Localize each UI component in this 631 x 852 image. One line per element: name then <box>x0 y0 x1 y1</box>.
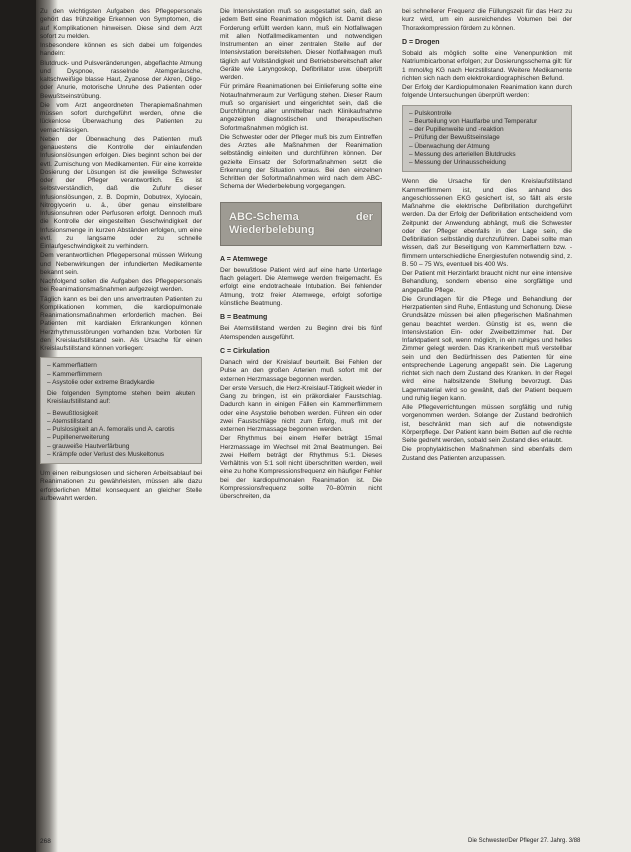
paragraph: Blutdruck- und Pulsveränderungen, abgeflachte Atmung und Dyspnoe, rasselnde Atemgeräusche, kaltschweißige blasse Haut, Zyanose der Akren, Oligo- oder Anurie, motorische Unruhe des Patienten oder Bewußtseinstrübung. <box>40 59 202 100</box>
list-item: – Atemstillstand <box>47 418 195 426</box>
paragraph: Neben der Überwachung des Patienten muß genauestens die Kontrolle der einlaufenden Infusionslösungen erfolgen. Dies beginnt schon bei der evtl. Zumischung von Medikamenten. Für eine korrekte Dosierung der Lösungen ist die jeweilige Schwester oder der Pfleger verantwortlich. Es ist selbstverständlich, daß die Zufuhr dieser Infusionslösungen, z. B. Dopmin, Dobutrex, Xylocain, Nitroglycerin u. ä., über genau einstellbare Infusionsuhren oder Perfusoren erfolgt. Dennoch muß die Kontrolle der eingestellten Geschwindigkeit der Infusionsmenge in kurzen Abständen erfolgen, um eine evtl. zu langsame oder zu schnelle Einlaufgeschwindigkeit zu verhindern. <box>40 135 202 250</box>
paragraph: Sobald als möglich sollte eine Venenpunktion mit Natriumbicarbonat erfolgen; zur Dosierungsschema gilt: für 1 mmol/kg KG nach Herzstillstand. Weitere Medikamente richten sich nach dem elektrokardiographischen Befund. <box>402 50 572 82</box>
list-item: – Messung des arteriellen Blutdrucks <box>409 151 565 159</box>
paragraph: Nachfolgend sollen die Aufgaben des Pflegepersonals bei Reanimationsmaßnahmen aufgezeigt werden. <box>40 278 202 294</box>
checks-list <box>409 110 565 168</box>
paragraph: Täglich kann es bei den uns anvertrauten Patienten zu Komplikationen kommen, die kardiopulmonale Reanimationsmaßnahmen erforderlich machen. Bei Patienten mit kardialen Erkrankungen können Herzrhythmusstörungen vorhanden bzw. Vorboten für den Kreislaufstillstand sein. Als Ursache für einen Kreislaufstillstand können vorliegen: <box>40 295 202 352</box>
paragraph: Der Rhythmus bei einem Helfer beträgt 15mal Herzmassage im Wechsel mit 2mal Beatmungen. Bei zwei Helfern beträgt der Rhythmus 5:1. Dieses Verhältnis von 5:1 soll nicht überschritten werden, weil eine zu hohe Kompressionsfrequenz ein häufiger Fehler bei der kardiopulmonalen Reanimation ist. Die Kompressionsfrequenz sollte 70–80/min nicht überschreiten, da <box>220 435 382 500</box>
column-middle <box>220 8 382 502</box>
section-a-heading: A = Atemwege <box>220 255 268 263</box>
list-item: – grauweiße Hautverfärbung <box>47 443 195 451</box>
paragraph: Die Schwester oder der Pfleger muß bis zum Eintreffen des Arztes alle Maßnahmen der Reanimation selbständig einleiten und durchführen können. Der gezielte Einsatz der Sofortmaßnahmen setzt die Erkennung der Situation voraus. Bei den einzelnen Schritten der Sofortmaßnahmen wird nach dem ABC-Schema der Wiederbelebung vorgegangen. <box>220 133 382 191</box>
list-item: – Kammerflimmern <box>47 371 195 379</box>
paragraph: Der Erfolg der Kardiopulmonalen Reanimation kann durch folgende Untersuchungen überprüft werden: <box>402 84 572 100</box>
paragraph: Die Intensivstation muß so ausgestattet sein, daß an jedem Bett eine Reanimation möglich ist. Damit diese Forderung erfüllt werden kann, muß ein Notfallwagen mit allen Notfallmedikamenten und notwendigen Instrumenten an einer zentralen Stelle auf der Intensivstation bereitstehen. Dieser Notfallwagen muß täglich auf Vollständigkeit und Betriebsbereitschaft aller Geräte wie Laryngoskop, Defibrillator usw. überprüft werden. <box>220 8 382 81</box>
list-item: – Beurteilung von Hautfarbe und Temperatur <box>409 118 565 126</box>
abc-schema-title: ABC-Schema der Wiederbelebung <box>229 210 373 236</box>
list-item: – Pulskontrolle <box>409 110 565 118</box>
symptom-list <box>47 410 195 460</box>
paragraph: Danach wird der Kreislauf beurteilt. Bei Fehlen der Pulse an den großen Arterien muß sofort mit der externen Herzmassage begonnen werden. <box>220 359 382 383</box>
list-item: – Pulslosigkeit an A. femoralis und A. carotis <box>47 426 195 434</box>
list-item: – Pupillenerweiterung <box>47 434 195 442</box>
paragraph: Alle Pflegeverrichtungen müssen sorgfältig und ruhig vorgenommen werden. Solange der Zustand bedrohlich ist, beschränkt man sich auf die notwendigste Körperpflege. Der Patient kann beim Betten auf die rechte Seite gedreht werden, sobald sein Zustand dies erlaubt. <box>402 404 572 444</box>
list-item: – Messung der Urinausscheidung <box>409 159 565 167</box>
paragraph: Insbesondere können es sich dabei um folgendes handeln: <box>40 42 202 58</box>
list-item: – Krämpfe oder Verlust des Muskeltonus <box>47 451 195 459</box>
section-d-heading: D = Drogen <box>402 38 440 46</box>
paragraph: Der Patient mit Herzinfarkt braucht nicht nur eine intensive Behandlung, sondern ebenso eine sorgfältige und angepaßte Pflege. <box>402 270 572 294</box>
list-item: – der Pupillenweite und -reaktion <box>409 126 565 134</box>
list-item: – Kammerflattern <box>47 362 195 370</box>
paragraph: Für primäre Reanimationen bei Einlieferung sollte eine Notaufnahmeraum zur Verfügung stehen. Dieser Raum muß so organisiert und eingerichtet sein, daß die Durchführung aller unmittelbar nach Klinikaufnahme angezeigten diagnostischen und therapeutischen Sofortmaßnahmen möglich ist. <box>220 83 382 132</box>
column-right <box>402 8 572 464</box>
paragraph: Um einen reibungslosen und sicheren Arbeitsablauf bei Reanimationen zu gewährleisten, müssen alle dazu erforderlichen Mittel konsequent an gleicher Stelle aufbewahrt werden. <box>40 470 202 502</box>
paragraph: bei schnellerer Frequenz die Füllungszeit für das Herz zu kurz wird, um ein ausreichendes Volumen bei der Thoraxkompression fördern zu können. <box>402 8 572 32</box>
paragraph: Die Grundlagen für die Pflege und Behandlung der Herzpatienten sind Ruhe, Entlastung und Schonung. Diese Grundsätze müssen bei allen pflegerischen Maßnahmen genau beachtet werden. Günstig ist es, wenn die Intensivstation Ein- oder Zweibettzimmer hat. Der Infarktpatient soll, wenn möglich, in ein ruhiges und helles Zimmer gelegt werden. Das Krankenbett muß verstellbar sein und den Bedürfnissen des Patienten für eine entsprechende Lagerung angepaßt sein. Die Lagerung richtet sich nach dem Zustand des Kranken. In der Regel wird eine halbsitzende Stellung bevorzugt. Das Lagermaterial wird so gewählt, daß der Patient bequem und ruhig liegen kann. <box>402 295 572 402</box>
paragraph: Der erste Versuch, die Herz-Kreislauf-Tätigkeit wieder in Gang zu bringen, ist ein präkordialer Faustschlag. Dadurch kann in einigen Fällen ein Kammerflimmern oder eine Asystolie behoben werden. Führen ein oder zwei Faustschläge nicht zum Erfolg, muß mit der externen Herzmassage begonnen werden. <box>220 384 382 433</box>
box-intro: Die folgenden Symptome stehen beim akuten Kreislaufstillstand auf: <box>47 390 195 406</box>
list-item: – Prüfung der Bewußtseinslage <box>409 134 565 142</box>
journal-footer: Die Schwester/Der Pfleger 27. Jahrg. 3/88 <box>468 838 581 844</box>
paragraph: Die prophylaktischen Maßnahmen sind ebenfalls dem Zustand des Patienten anzupassen. <box>402 446 572 462</box>
paragraph: Dem verantwortlichen Pflegepersonal müssen Wirkung und Nebenwirkungen der infundierten Medikamente bekannt sein. <box>40 252 202 276</box>
page-number: 268 <box>40 838 51 845</box>
cause-list <box>47 362 195 387</box>
checks-box <box>402 105 572 173</box>
paragraph: Zu den wichtigsten Aufgaben des Pflegepersonals gehört das frühzeitige Erkennen von Symptomen, die auf Komplikationen hinweisen. Diese sind dem Arzt sofort zu melden. <box>40 8 202 40</box>
abc-title-box <box>220 202 382 246</box>
paragraph: Bei Atemstillstand werden zu Beginn drei bis fünf Atemspenden ausgeführt. <box>220 325 382 341</box>
symptom-box <box>40 357 202 464</box>
list-item: – Asystolie oder extreme Bradykardie <box>47 379 195 387</box>
section-b-heading: B = Beatmung <box>220 314 268 321</box>
section-c-heading: C = Cirkulation <box>220 347 270 355</box>
list-item: – Überwachung der Atmung <box>409 143 565 151</box>
paragraph: Die vom Arzt angeordneten Therapiemaßnahmen müssen sofort durchgeführt werden, ohne die lückenlose Überwachung des Patienten zu vernachlässigen. <box>40 101 202 134</box>
paragraph: Wenn die Ursache für den Kreislaufstillstand Kammerflimmern ist, und dies anhand des angeschlossenen EKG gesichert ist, so fällt als erste Maßnahme die elektrische Defibrillation durchgeführt werden. Da der Erfolg der Defibrillation entscheidend vom Zeitpunkt der Anwendung abhängt, muß die Schwester oder der Pfleger ebenfalls in der Lage sein, die Defibrillation selbständig durchzuführen. Dabei sollte man wissen, daß zur Beseitigung von Kammerflattern bzw. -flimmern unterschiedliche Energiestufen notwendig sind, z. B. 50 – 75 Ws, eventuell bis 400 Ws. <box>402 178 572 268</box>
column-left <box>40 8 202 504</box>
list-item: – Bewußtlosigkeit <box>47 410 195 418</box>
paragraph: Der bewußtlose Patient wird auf eine harte Unterlage flach gelagert. Die Atemwege werden freigemacht. Es erfolgt eine endotracheale Intubation. Bei fehlender Atmung, trotz freier Atemwege, erfolgt sofortige künstliche Beatmung. <box>220 266 382 307</box>
